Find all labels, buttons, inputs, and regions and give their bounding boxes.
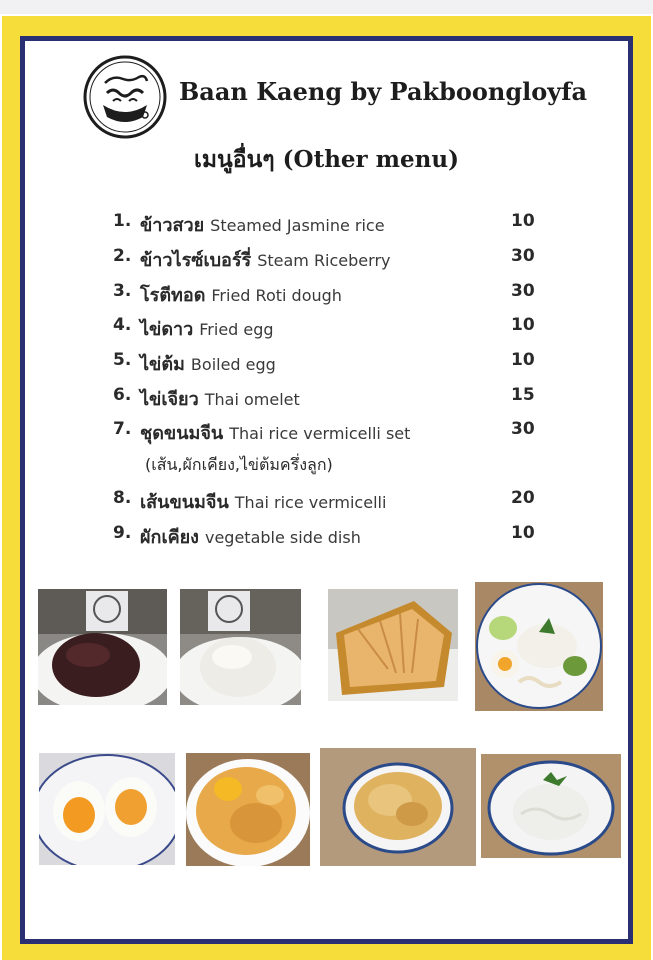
restaurant-name: Baan Kaeng by Pakboongloyfa	[179, 77, 588, 106]
menu-item	[113, 315, 593, 339]
item-7-note: (เส้น,ผักเคียง,ไข่ต้มครึ่งลูก)	[145, 455, 333, 474]
top-strip	[0, 0, 653, 14]
item-english-name: Thai omelet	[204, 390, 300, 409]
item-price: 10	[511, 523, 535, 543]
item-number: 1.	[113, 211, 132, 231]
item-price: 10	[511, 350, 535, 370]
item-price: 10	[511, 211, 535, 231]
item-english-name: Fried Roti dough	[211, 286, 342, 305]
item-english-name: Steam Riceberry	[257, 251, 391, 270]
thai-omelet-photo	[320, 748, 476, 866]
item-english-name: Boiled egg	[190, 355, 276, 374]
item-price: 20	[511, 488, 535, 508]
menu-title: เมนูอื่นๆ (Other menu)	[194, 146, 459, 173]
menu-item	[113, 488, 593, 512]
item-price: 30	[511, 281, 535, 301]
vermicelli-photo	[481, 754, 621, 858]
item-number: 4.	[113, 315, 132, 335]
fried-egg-photo	[186, 753, 310, 866]
item-english-name: Thai rice vermicelli set	[229, 424, 411, 443]
item-number: 3.	[113, 281, 132, 301]
item-number: 8.	[113, 488, 132, 508]
item-thai-name: โรตีทอด Fried Roti dough	[140, 285, 342, 306]
item-thai-name: ผักเคียง vegetable side dish	[140, 527, 361, 548]
item-number: 5.	[113, 350, 132, 370]
item-number: 6.	[113, 385, 132, 405]
item-thai-name: ไข่ต้ม Boiled egg	[140, 354, 276, 375]
item-thai-name: ชุดขนมจีน Thai rice vermicelli set	[140, 423, 411, 444]
menu-item	[113, 419, 593, 443]
item-english-name: vegetable side dish	[204, 528, 361, 547]
item-thai-name: ข้าวไรซ์เบอร์รี่ Steam Riceberry	[140, 250, 391, 271]
riceberry-photo	[38, 589, 167, 705]
item-thai-name: ไข่ดาว Fried egg	[140, 319, 274, 340]
fried-roti-photo	[328, 589, 458, 701]
item-price: 30	[511, 246, 535, 266]
item-number: 7.	[113, 419, 132, 439]
menu-item	[113, 350, 593, 374]
item-price: 10	[511, 315, 535, 335]
boiled-egg-photo	[39, 753, 175, 865]
item-number: 2.	[113, 246, 132, 266]
menu-item	[113, 211, 593, 235]
item-number: 9.	[113, 523, 132, 543]
item-price: 30	[511, 419, 535, 439]
menu-item	[113, 246, 593, 270]
menu-item	[113, 281, 593, 305]
item-thai-name: เส้นขนมจีน Thai rice vermicelli	[140, 492, 387, 513]
item-english-name: Steamed Jasmine rice	[210, 216, 385, 235]
item-english-name: Fried egg	[199, 320, 274, 339]
menu-panel	[25, 41, 628, 939]
item-english-name: Thai rice vermicelli	[234, 493, 387, 512]
item-price: 15	[511, 385, 535, 405]
item-thai-name: ข้าวสวย Steamed Jasmine rice	[140, 215, 385, 236]
menu-item	[113, 385, 593, 409]
jasmine-rice-photo	[180, 589, 301, 705]
menu-item	[113, 523, 593, 547]
rice-vermicelli-set-photo	[475, 582, 603, 711]
item-thai-name: ไข่เจียว Thai omelet	[140, 389, 300, 410]
restaurant-logo-icon	[83, 55, 167, 139]
